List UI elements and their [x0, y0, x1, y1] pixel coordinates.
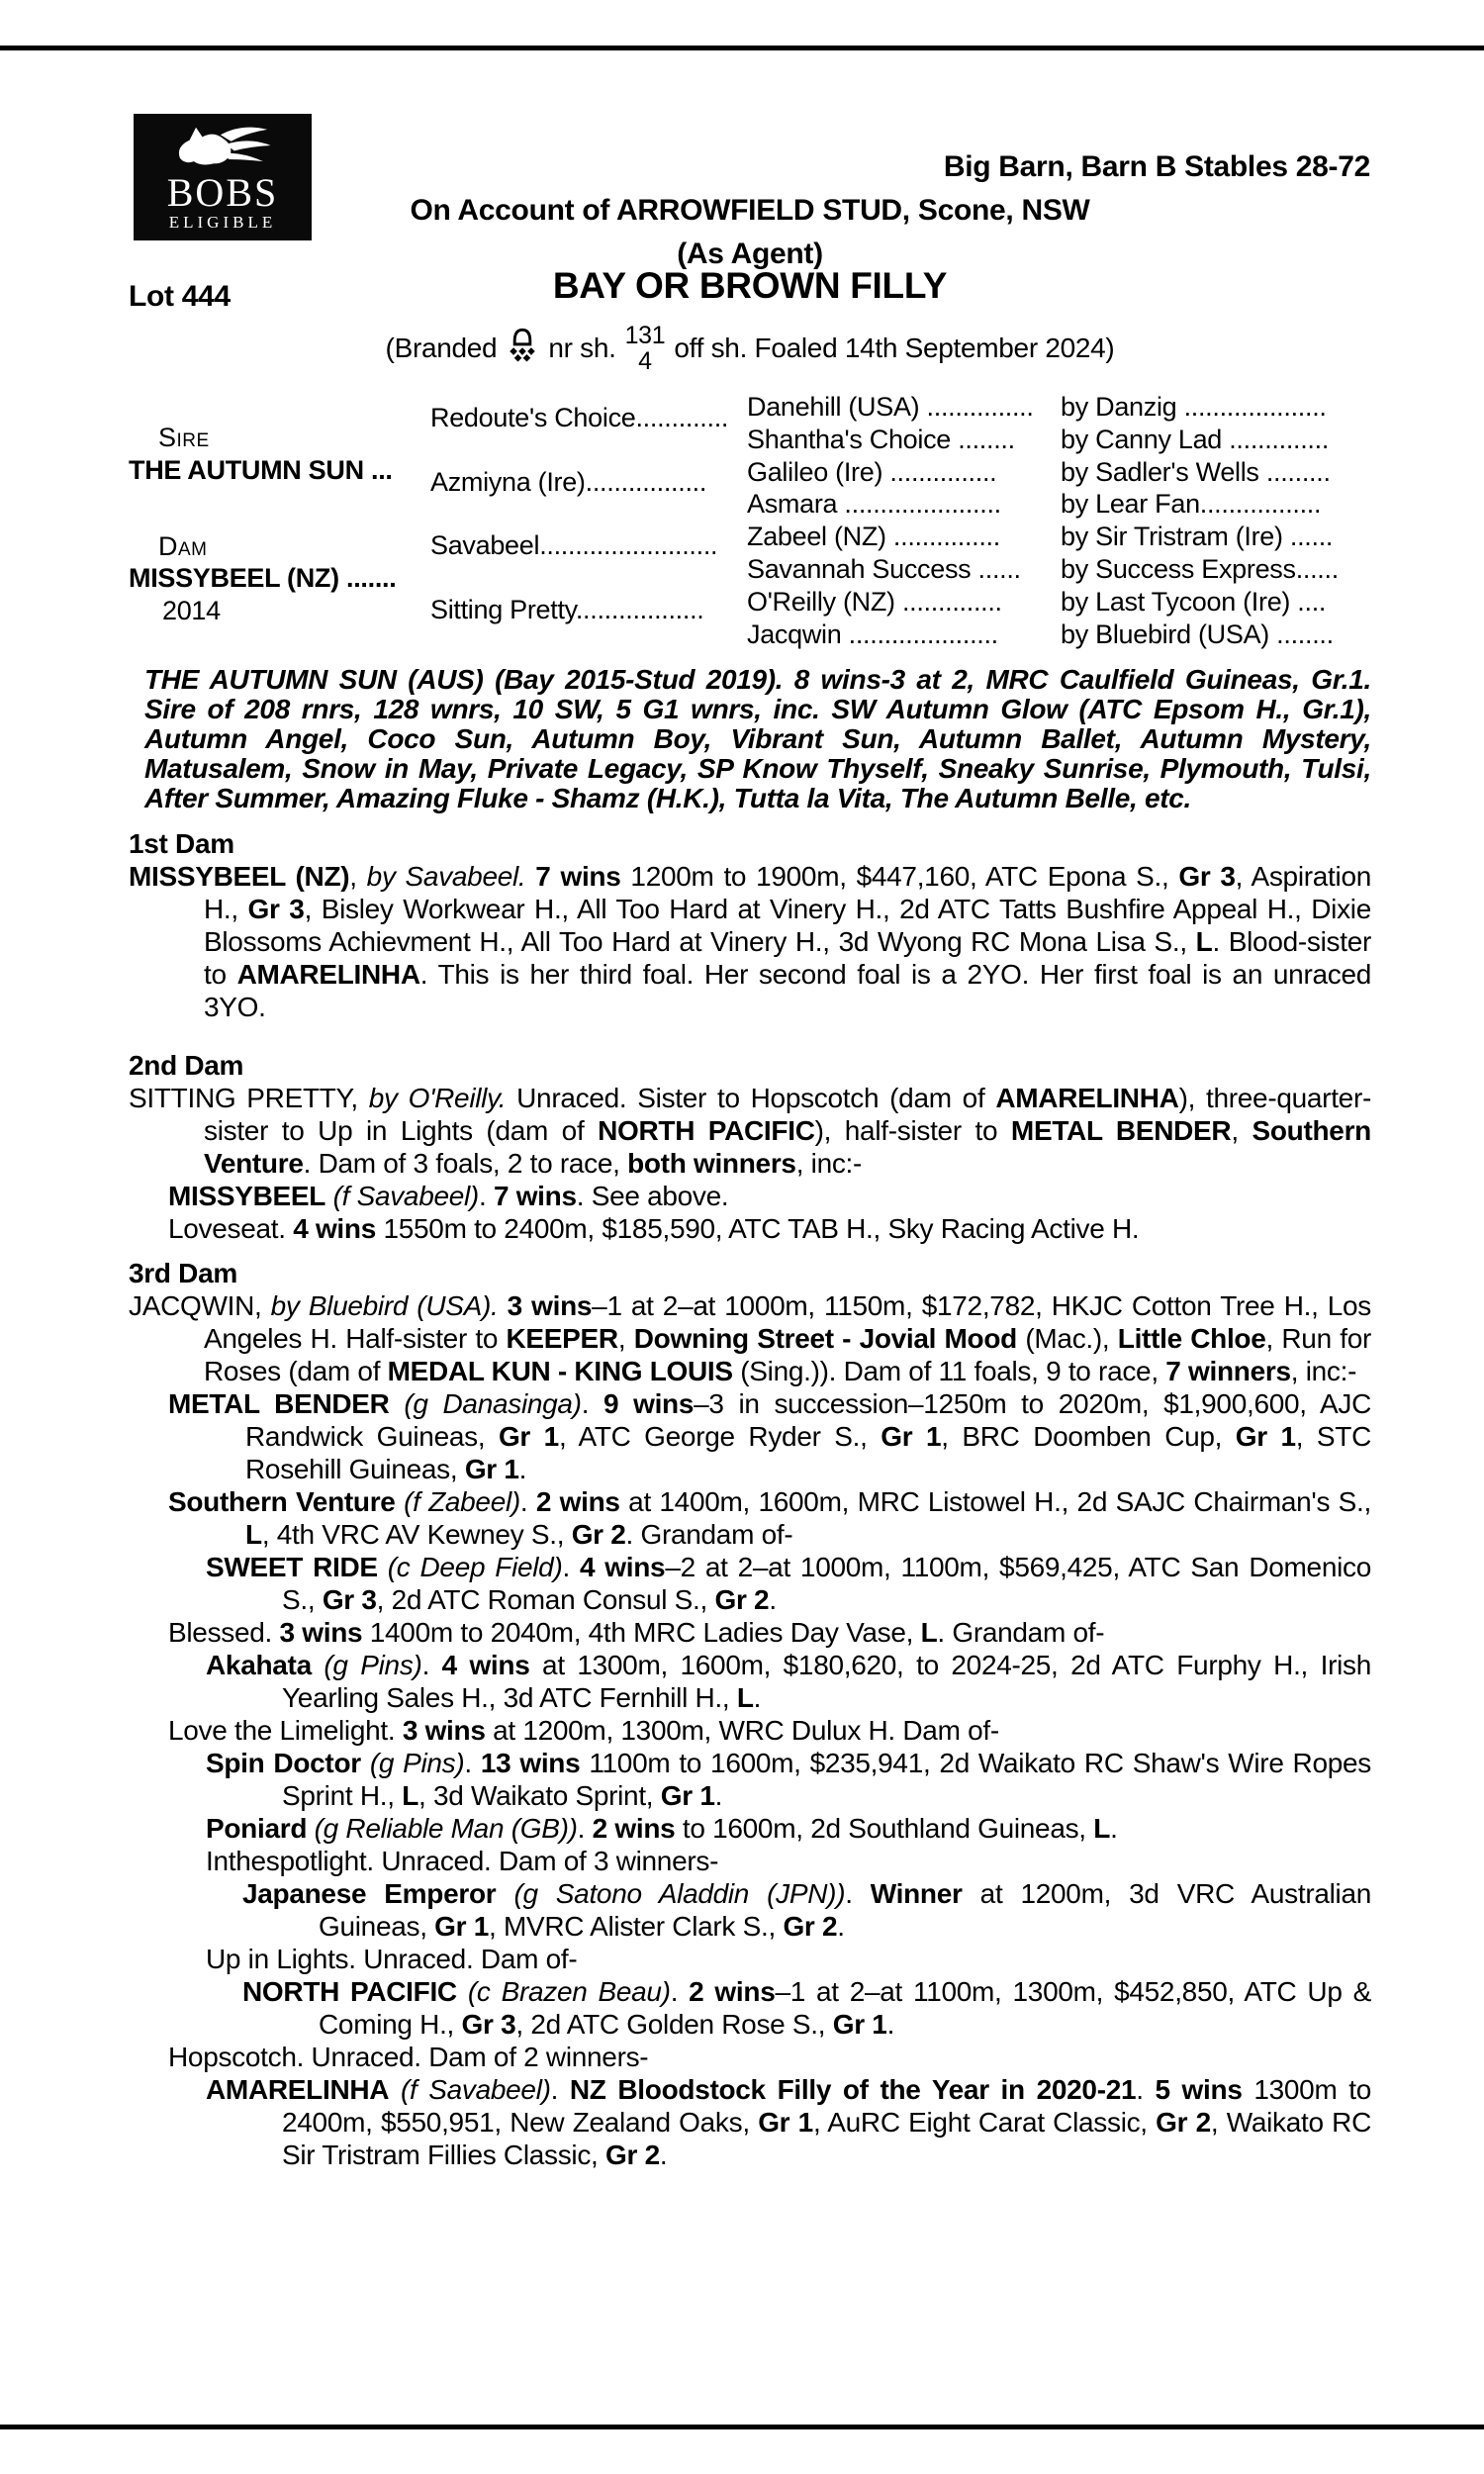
- brand-number-top: 131: [624, 322, 666, 349]
- text-run: KEEPER: [506, 1323, 618, 1354]
- text-run: Gr 1: [758, 2107, 813, 2138]
- text-run: METAL BENDER: [168, 1388, 390, 1419]
- text-run: Little Chloe: [1117, 1323, 1266, 1354]
- text-run: Gr 3: [247, 894, 305, 924]
- text-run: [361, 1748, 370, 1778]
- text-run: (g Reliable Man (GB)): [314, 1813, 578, 1844]
- gg-grandparent-sire-entry: by Danzig ....................: [1061, 392, 1327, 422]
- text-run: at 1300m, 1600m, $180,620, to 2024-25, 2d ATC Furphy H., Irish Yearling Sales H., 3d ATC Fernhill H.,: [282, 1650, 1371, 1713]
- text-run: Southern Venture: [168, 1486, 396, 1517]
- horse-title: BAY OR BROWN FILLY: [552, 265, 948, 306]
- text-run: [312, 1650, 325, 1680]
- gg-grandparent-sire-entry: by Success Express......: [1061, 554, 1339, 584]
- catalogue-body: [129, 657, 1371, 2171]
- text-run: , MVRC Alister Clark S.,: [488, 1911, 784, 1942]
- text-run: L: [1093, 1813, 1111, 1844]
- text-run: .: [886, 2009, 895, 2040]
- text-run: Gr 1: [660, 1780, 715, 1811]
- text-run: [390, 1388, 405, 1419]
- brand-mark-icon: [506, 327, 539, 371]
- text-run: at 1200m, 1300m, WRC Dulux H. Dam of-: [485, 1715, 999, 1746]
- text-run: by Savabeel.: [366, 861, 526, 892]
- text-run: to 1600m, 2d Southland Guineas,: [675, 1813, 1094, 1844]
- text-run: , AuRC Eight Carat Classic,: [812, 2107, 1157, 2138]
- text-run: 1200m to 1900m, $447,160, ATC Epona S.,: [620, 861, 1179, 892]
- gg-grandparent-sire-entry: by Sir Tristram (Ire) ......: [1061, 522, 1334, 552]
- text-run: at 1200m, 3d VRC Australian Guineas,: [319, 1878, 1372, 1942]
- text-run: Japanese Emperor: [242, 1878, 497, 1909]
- text-run: L: [1195, 926, 1213, 957]
- gg-grandparent-sire-entry: by Lear Fan.................: [1061, 489, 1322, 520]
- text-run: [396, 1486, 405, 1517]
- text-run: 3 wins: [498, 1290, 593, 1321]
- text-run: , 2d ATC Roman Consul S.,: [376, 1584, 715, 1615]
- gg-grandparent-sire-entry: by Bluebird (USA) ........: [1061, 618, 1334, 649]
- text-run: (f Zabeel): [404, 1486, 520, 1517]
- text-run: , STC Rosehill Guineas,: [245, 1421, 1372, 1484]
- great-grandparent-entry: Asmara ......................: [747, 489, 1001, 520]
- text-run: NZ Bloodstock Filly of the Year in 2020-21: [569, 2074, 1137, 2105]
- great-grandparent-entry: O'Reilly (NZ) ..............: [747, 586, 1002, 617]
- text-run: Gr 1: [1235, 1421, 1296, 1452]
- text-run: .: [714, 1780, 723, 1811]
- text-run: [496, 1878, 513, 1909]
- text-run: SITTING PRETTY,: [129, 1083, 369, 1113]
- text-run: .: [845, 1878, 871, 1909]
- text-run: (g Pins): [369, 1748, 465, 1778]
- catalogue-paragraph: [206, 1747, 1371, 1812]
- brand-number-fraction: [625, 323, 666, 374]
- text-run: 3 wins: [402, 1715, 486, 1746]
- text-run: 3 wins: [279, 1617, 363, 1648]
- text-run: 5 wins: [1155, 2074, 1243, 2105]
- text-run: L: [245, 1519, 262, 1550]
- third-dam-section: [129, 1289, 1371, 2171]
- text-run: . See above.: [576, 1181, 729, 1211]
- pedigree-table: [129, 391, 1371, 660]
- catalogue-paragraph: [206, 2073, 1371, 2171]
- dam-label: Dam: [158, 531, 208, 561]
- stable-location-line: Big Barn, Barn B Stables 28-72: [943, 150, 1370, 183]
- text-run: , Aspiration H.,: [204, 861, 1371, 924]
- text-run: . Grandam of-: [937, 1617, 1105, 1648]
- text-run: . This is her third foal. Her second foal is a 2YO. Her first foal is an unraced 3YO.: [204, 959, 1371, 1022]
- first-dam-section: [129, 860, 1371, 1023]
- text-run: ,: [349, 861, 367, 892]
- text-run: Winner: [870, 1878, 963, 1909]
- lot-number: Lot 444: [129, 280, 231, 313]
- text-run: .: [577, 1813, 593, 1844]
- text-run: NORTH PACIFIC: [598, 1115, 815, 1146]
- catalogue-paragraph: [206, 1812, 1371, 1845]
- catalogue-paragraph: [206, 1551, 1371, 1616]
- text-run: 4 wins: [441, 1650, 530, 1680]
- text-run: Gr 1: [464, 1454, 519, 1484]
- agent-line: (As Agent): [677, 238, 823, 270]
- text-run: (f Savabeel): [400, 2074, 551, 2105]
- text-run: AMARELINHA: [995, 1083, 1179, 1113]
- text-run: 7 wins: [525, 861, 621, 892]
- text-run: Gr 2: [1156, 2107, 1211, 2138]
- text-run: Gr 2: [605, 2140, 660, 2170]
- text-run: Inthespotlight. Unraced. Dam of 3 winners-: [206, 1846, 719, 1876]
- catalogue-paragraph: [168, 2041, 1371, 2073]
- first-dam-heading: 1st Dam: [129, 828, 234, 859]
- text-run: .: [519, 1486, 536, 1517]
- logo-text: BOBS: [166, 170, 279, 215]
- text-run: 9 wins: [603, 1388, 695, 1419]
- text-run: .: [659, 2140, 668, 2170]
- text-run: (g Danasinga): [404, 1388, 582, 1419]
- text-run: 7 winners: [1165, 1356, 1291, 1386]
- text-run: L: [402, 1780, 418, 1811]
- text-run: [378, 1552, 388, 1582]
- text-run: [307, 1813, 314, 1844]
- great-grandparent-entry: Zabeel (NZ) ...............: [747, 522, 1000, 552]
- top-divider: [0, 46, 1484, 50]
- branded-prefix: (Branded: [385, 333, 498, 363]
- text-run: 2 wins: [535, 1486, 620, 1517]
- catalogue-paragraph: [242, 1877, 1371, 1943]
- second-dam-section: [129, 1082, 1371, 1245]
- logo-subtext: ELIGIBLE: [168, 213, 277, 232]
- text-run: AMARELINHA: [206, 2074, 390, 2105]
- text-run: , Run for Roses (dam of: [204, 1323, 1372, 1386]
- text-run: (g Pins): [324, 1650, 422, 1680]
- catalogue-paragraph: [168, 1485, 1371, 1551]
- text-run: Gr 2: [714, 1584, 770, 1615]
- great-grandparent-entry: Jacqwin .....................: [747, 618, 998, 649]
- text-run: (c Deep Field): [387, 1552, 563, 1582]
- text-run: (Sing.)). Dam of 11 foals, 9 to race,: [732, 1356, 1166, 1386]
- catalogue-paragraph: [168, 1387, 1371, 1485]
- text-run: .: [1136, 2074, 1156, 2105]
- great-grandparent-entry: Danehill (USA) ...............: [747, 392, 1034, 422]
- great-grandparent-entry: Savannah Success ......: [747, 554, 1021, 584]
- text-run: Gr 3: [1178, 861, 1236, 892]
- grandparent-entry: Savabeel.........................: [430, 530, 718, 561]
- text-run: [389, 2074, 401, 2105]
- second-dam-heading: 2nd Dam: [129, 1050, 244, 1081]
- grandparent-entry: Sitting Pretty..................: [430, 595, 704, 625]
- text-run: ,: [617, 1323, 634, 1354]
- gg-grandparent-sire-entry: by Last Tycoon (Ire) ....: [1061, 586, 1327, 617]
- text-run: 1400m to 2040m, 4th MRC Ladies Day Vase,: [362, 1617, 921, 1648]
- text-run: Gr 2: [571, 1519, 626, 1550]
- text-run: Gr 3: [322, 1584, 377, 1615]
- text-run: –2 at 2–at 1000m, 1100m, $569,425, ATC San Domenico S.,: [282, 1552, 1371, 1615]
- text-run: .: [478, 1181, 494, 1211]
- gg-grandparent-sire-entry: by Sadler's Wells .........: [1061, 456, 1331, 487]
- text-run: Gr 1: [881, 1421, 942, 1452]
- text-run: Blessed.: [168, 1617, 280, 1648]
- sire-label: Sire: [158, 423, 210, 452]
- brand-number-bottom: 4: [638, 347, 652, 375]
- text-run: Gr 2: [783, 1911, 838, 1942]
- sire-name: THE AUTUMN SUN ...: [129, 455, 393, 485]
- text-run: .: [837, 1911, 845, 1942]
- text-run: Gr 1: [832, 2009, 887, 2040]
- text-run: , inc:-: [1290, 1356, 1357, 1386]
- branded-suffix: off sh. Foaled 14th September 2024): [674, 333, 1115, 363]
- great-grandparent-entry: Shantha's Choice ........: [747, 424, 1015, 454]
- branded-mid: nr sh.: [548, 333, 616, 363]
- text-run: Love the Limelight.: [168, 1715, 403, 1746]
- text-run: Gr 1: [498, 1421, 559, 1452]
- grandparent-entry: Redoute's Choice.............: [430, 403, 729, 432]
- text-run: 1550m to 2400m, $185,590, ATC TAB H., Sky Racing Active H.: [376, 1213, 1140, 1244]
- text-run: Southern Venture: [204, 1115, 1371, 1179]
- text-run: at 1400m, 1600m, MRC Listowel H., 2d SAJC Chairman's S.,: [619, 1486, 1371, 1517]
- text-run: ), three-quarter-sister to Up in Lights (dam of: [204, 1083, 1371, 1146]
- text-run: . Blood-sister to: [204, 926, 1371, 990]
- text-run: .: [670, 1976, 690, 2007]
- catalogue-paragraph: [168, 1616, 1371, 1649]
- text-run: L: [920, 1617, 938, 1648]
- sire-summary-paragraph: THE AUTUMN SUN (AUS) (Bay 2015-Stud 2019). 8 wins-3 at 2, MRC Caulfield Guineas, Gr.1. Sire of 208 rnrs, 128 wnrs, 10 SW, 5 G1 wnrs, inc. SW Autumn Glow (ATC Epsom H., Gr.1), Autumn Angel, Coco Sun, Autumn Boy, Vibrant Sun, Autumn Ballet, Autumn Mystery, Matusalem, Snow in May, Private Legacy, SP Know Thyself, Sneaky Sunrise, Plymouth, Tulsi, After Summer, Amazing Fluke - Shamz (H.K.), Tutta la Vita, The Autumn Belle, etc.: [144, 664, 1371, 813]
- text-run: ), half-sister to: [814, 1115, 1011, 1146]
- text-run: , 4th VRC AV Kewney S.,: [261, 1519, 572, 1550]
- text-run: Spin Doctor: [206, 1748, 361, 1778]
- text-run: Loveseat.: [168, 1213, 294, 1244]
- text-run: 1300m to 2400m, $550,951, New Zealand Oaks,: [282, 2074, 1371, 2138]
- text-run: .: [769, 1584, 777, 1615]
- grandparent-entry: Azmiyna (Ire).................: [430, 466, 707, 497]
- text-run: MISSYBEEL (NZ): [129, 861, 350, 892]
- text-run: SWEET RIDE: [206, 1552, 378, 1582]
- text-run: L: [736, 1682, 754, 1713]
- text-run: JACQWIN,: [129, 1290, 271, 1321]
- text-run: –1 at 2–at 1000m, 1150m, $172,782, HKJC Cotton Tree H., Los Angeles H. Half-sister to: [204, 1290, 1372, 1354]
- text-run: , 2d ATC Golden Rose S.,: [515, 2009, 833, 2040]
- text-run: 2 wins: [592, 1813, 676, 1844]
- catalogue-paragraph: [129, 1289, 1371, 1387]
- horse-head-icon: [168, 118, 277, 173]
- text-run: .: [518, 1454, 527, 1484]
- text-run: , Waikato RC Sir Tristram Fillies Classic,: [282, 2107, 1371, 2170]
- text-run: Gr 1: [434, 1911, 489, 1942]
- third-dam-heading: 3rd Dam: [129, 1258, 237, 1288]
- catalogue-paragraph: [206, 1943, 1371, 1975]
- text-run: .: [464, 1748, 481, 1778]
- text-run: .: [550, 2074, 570, 2105]
- text-run: –3 in succession–1250m to 2020m, $1,900,600, AJC Randwick Guineas,: [245, 1388, 1372, 1452]
- text-run: METAL BENDER: [1010, 1115, 1232, 1146]
- text-run: .: [753, 1682, 762, 1713]
- text-run: NORTH PACIFIC: [242, 1976, 457, 2007]
- text-run: Hopscotch. Unraced. Dam of 2 winners-: [168, 2042, 649, 2072]
- text-run: (c Brazen Beau): [467, 1976, 671, 2007]
- text-run: [457, 1976, 468, 2007]
- text-run: .: [581, 1388, 604, 1419]
- text-run: ,: [1231, 1115, 1252, 1146]
- catalogue-paragraph: [168, 1212, 1371, 1245]
- text-run: Akahata: [206, 1650, 312, 1680]
- catalogue-paragraph: [206, 1649, 1371, 1714]
- catalogue-paragraph: [242, 1975, 1371, 2041]
- gg-grandparent-sire-entry: by Canny Lad ..............: [1061, 424, 1330, 454]
- text-run: .: [1110, 1813, 1118, 1844]
- great-grandparent-entry: Galileo (Ire) ...............: [747, 456, 997, 487]
- text-run: MISSYBEEL: [168, 1181, 326, 1211]
- text-run: . Grandam of-: [625, 1519, 793, 1550]
- bottom-divider: [0, 2425, 1484, 2429]
- text-run: , BRC Doomben Cup,: [941, 1421, 1236, 1452]
- text-run: , Bisley Workwear H., All Too Hard at Vinery H., 2d ATC Tatts Bushfire Appeal H., Dixie Blossoms Achievment H., All Too Hard at Vinery H., 3d Wyong RC Mona Lisa S.,: [204, 894, 1371, 957]
- text-run: (f Savabeel): [332, 1181, 479, 1211]
- text-run: [325, 1181, 332, 1211]
- text-run: .: [421, 1650, 442, 1680]
- text-run: MEDAL KUN - KING LOUIS: [387, 1356, 733, 1386]
- catalogue-paragraph: [168, 1180, 1371, 1212]
- text-run: Downing Street - Jovial Mood: [633, 1323, 1017, 1354]
- catalogue-paragraph: [129, 860, 1371, 1023]
- text-run: , ATC George Ryder S.,: [558, 1421, 881, 1452]
- text-run: . Dam of 3 foals, 2 to race,: [303, 1148, 628, 1179]
- text-run: .: [562, 1552, 580, 1582]
- text-run: by O'Reilly.: [368, 1083, 507, 1113]
- text-run: both winners: [627, 1148, 796, 1179]
- text-run: 4 wins: [293, 1213, 376, 1244]
- text-run: AMARELINHA: [236, 959, 420, 990]
- text-run: (Mac.),: [1016, 1323, 1118, 1354]
- text-run: (g Satono Aladdin (JPN)): [513, 1878, 846, 1909]
- text-run: 13 wins: [480, 1748, 581, 1778]
- text-run: 1100m to 1600m, $235,941, 2d Waikato RC Shaw's Wire Ropes Sprint H.,: [282, 1748, 1371, 1811]
- dam-name: MISSYBEEL (NZ) .......: [129, 563, 397, 593]
- branded-line: [129, 323, 1371, 374]
- text-run: Up in Lights. Unraced. Dam of-: [206, 1944, 578, 1974]
- text-run: 2 wins: [689, 1976, 776, 2007]
- catalogue-paragraph: [168, 1714, 1371, 1747]
- vendor-line: On Account of ARROWFIELD STUD, Scone, NSW: [410, 194, 1090, 227]
- text-run: 4 wins: [579, 1552, 666, 1582]
- text-run: Unraced. Sister to Hopscotch (dam of: [506, 1083, 996, 1113]
- text-run: by Bluebird (USA).: [270, 1290, 499, 1321]
- catalogue-paragraph: [129, 1082, 1371, 1180]
- text-run: , 3d Waikato Sprint,: [418, 1780, 661, 1811]
- text-run: –1 at 2–at 1100m, 1300m, $452,850, ATC Up & Coming H.,: [319, 1976, 1371, 2040]
- text-run: Gr 3: [461, 2009, 516, 2040]
- dam-year: 2014: [162, 596, 221, 625]
- text-run: Poniard: [206, 1813, 308, 1844]
- text-run: 7 wins: [493, 1181, 577, 1211]
- catalogue-paragraph: [206, 1845, 1371, 1877]
- text-run: , inc:-: [795, 1148, 863, 1179]
